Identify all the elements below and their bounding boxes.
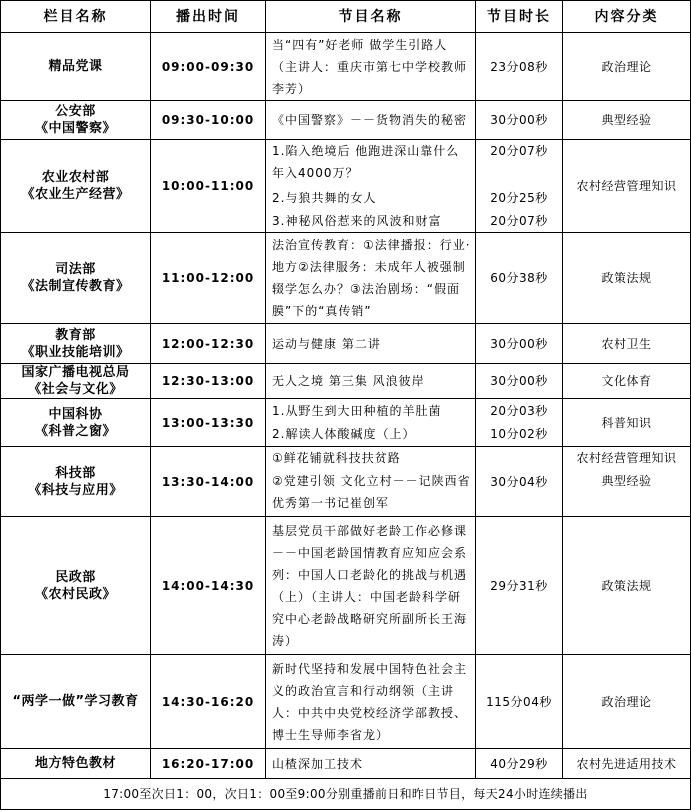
- header-program: 节目名称: [266, 1, 476, 33]
- show-name: 《科技与应用》: [28, 482, 123, 498]
- content-category: 农村先进适用技术: [563, 749, 691, 779]
- channel-cell: [1, 447, 151, 517]
- header-category: 内容分类: [563, 1, 691, 33]
- broadcast-time: 14:00-14:30: [151, 517, 266, 655]
- show-name: 《农村民政》: [34, 586, 116, 602]
- department-name: 教育部: [55, 327, 96, 343]
- broadcast-time: 10:00-11:00: [151, 140, 266, 233]
- content-category: 农村经营管理知识: [563, 140, 691, 233]
- header-duration: 节目时长: [476, 1, 563, 33]
- content-category: 文化体育: [563, 364, 691, 399]
- broadcast-time: 09:00-09:30: [151, 33, 266, 101]
- channel-cell: [1, 364, 151, 399]
- department-name: 民政部: [55, 569, 96, 585]
- program-title: 当“四有”好老师 做学生引路人（主讲人：重庆市第七中学校教师李芳）: [266, 33, 476, 101]
- program-duration: 60分38秒: [476, 233, 563, 324]
- department-name: 科技部: [55, 465, 96, 481]
- show-name: 《法制宣传教育》: [21, 279, 130, 294]
- program-duration: 40分29秒: [476, 749, 563, 779]
- program-duration: 29分31秒: [476, 517, 563, 655]
- department-name: 中国科协: [48, 406, 103, 422]
- footer-note: 17:00至次日1：00，次日1：00至9:00分别重播前日和昨日节目，每天24小时连续播出: [1, 779, 691, 810]
- department-name: 农业农村部: [41, 170, 110, 185]
- content-category: 农村经营管理知识: [563, 447, 691, 470]
- department-name: 公安部: [55, 104, 96, 119]
- program-duration: 20分07秒: [476, 140, 563, 187]
- program-title: 2.解读人体酸碱度（上）: [266, 423, 476, 447]
- program-title: 1.从野生到大田种植的羊肚菌: [266, 399, 476, 423]
- channel-name: 地方特色教材: [1, 749, 151, 779]
- program-duration: 115分04秒: [476, 655, 563, 749]
- content-category: 科普知识: [563, 399, 691, 447]
- show-name: 《农业生产经营》: [21, 187, 130, 202]
- content-category: 政策法规: [563, 517, 691, 655]
- table-row: [1, 101, 691, 140]
- show-name: 《社会与文化》: [28, 382, 123, 397]
- channel-cell: [1, 233, 151, 324]
- header-channel: 栏目名称: [1, 1, 151, 33]
- broadcast-time: 13:00-13:30: [151, 399, 266, 447]
- table-row: [1, 749, 691, 779]
- show-name: 《中国警察》: [34, 121, 116, 136]
- channel-name: 精品党课: [1, 33, 151, 101]
- channel-name: “两学一做”学习教育: [1, 655, 151, 749]
- channel-cell: [1, 324, 151, 364]
- broadcast-time: 12:00-12:30: [151, 324, 266, 364]
- content-category: 政治理论: [563, 655, 691, 749]
- table-row: [1, 33, 691, 101]
- table-row: [1, 233, 691, 324]
- program-title: 运动与健康 第二讲: [266, 324, 476, 364]
- table-row: [1, 364, 691, 399]
- program-title: 基层党员干部做好老龄工作必修课－－中国老龄国情教育应知应会系列：中国人口老龄化的挑战与机遇（上）（主讲人：中国老龄科学研究中心老龄战略研究所副所长王海涛）: [266, 517, 476, 655]
- channel-cell: [1, 399, 151, 447]
- program-title: ②党建引领 文化立村－－记陕西省优秀第一书记崔创军: [266, 470, 476, 517]
- program-duration: 30分00秒: [476, 364, 563, 399]
- department-name: 司法部: [55, 262, 96, 277]
- program-duration: 30分00秒: [476, 101, 563, 140]
- program-title: 无人之境 第三集 风浪彼岸: [266, 364, 476, 399]
- table-row: [1, 324, 691, 364]
- show-name: 《科普之窗》: [34, 423, 116, 439]
- program-title: 2.与狼共舞的女人: [266, 187, 476, 210]
- show-name: 《职业技能培训》: [21, 344, 130, 360]
- program-duration: 10分02秒: [476, 423, 563, 447]
- program-title: 《中国警察》－－货物消失的秘密: [266, 101, 476, 140]
- content-category: 农村卫生: [563, 324, 691, 364]
- content-category: 政治理论: [563, 33, 691, 101]
- broadcast-time: 16:20-17:00: [151, 749, 266, 779]
- program-title: 山楂深加工技术: [266, 749, 476, 779]
- program-duration: 20分25秒: [476, 187, 563, 210]
- program-duration: 30分04秒: [476, 447, 563, 517]
- channel-cell: [1, 140, 151, 233]
- broadcast-time: 13:30-14:00: [151, 447, 266, 517]
- department-name: 国家广播电视总局: [21, 365, 130, 380]
- table-row: [1, 655, 691, 749]
- channel-cell: [1, 101, 151, 140]
- content-category: 政策法规: [563, 233, 691, 324]
- header-time: 播出时间: [151, 1, 266, 33]
- program-duration: 20分03秒: [476, 399, 563, 423]
- footer-row: [1, 779, 691, 810]
- broadcast-time: 11:00-12:00: [151, 233, 266, 324]
- program-duration: 20分07秒: [476, 210, 563, 233]
- program-title: 3.神秘风俗惹来的风波和财富: [266, 210, 476, 233]
- broadcast-time: 09:30-10:00: [151, 101, 266, 140]
- program-title: ①鲜花铺就科技扶贫路: [266, 447, 476, 470]
- content-category: 典型经验: [563, 470, 691, 517]
- table-row: [1, 140, 691, 187]
- broadcast-time: 12:30-13:00: [151, 364, 266, 399]
- table-row: [1, 399, 691, 423]
- table-row: [1, 517, 691, 655]
- broadcast-time: 14:30-16:20: [151, 655, 266, 749]
- table-row: [1, 447, 691, 470]
- header-row: [1, 1, 691, 33]
- program-title: 法治宣传教育：①法律播报：行业·地方②法律服务：未成年人被强制辍学怎么办？③法治剧场：“假面膜”下的“真传销”: [266, 233, 476, 324]
- program-title: 新时代坚持和发展中国特色社会主义的政治宣言和行动纲领（主讲人：中共中央党校经济学部教授、博士生导师李省龙）: [266, 655, 476, 749]
- program-title: 1.陷入绝境后 他跑进深山靠什么年入4000万？: [266, 140, 476, 187]
- program-duration: 23分08秒: [476, 33, 563, 101]
- program-duration: 30分00秒: [476, 324, 563, 364]
- channel-cell: [1, 517, 151, 655]
- content-category: 典型经验: [563, 101, 691, 140]
